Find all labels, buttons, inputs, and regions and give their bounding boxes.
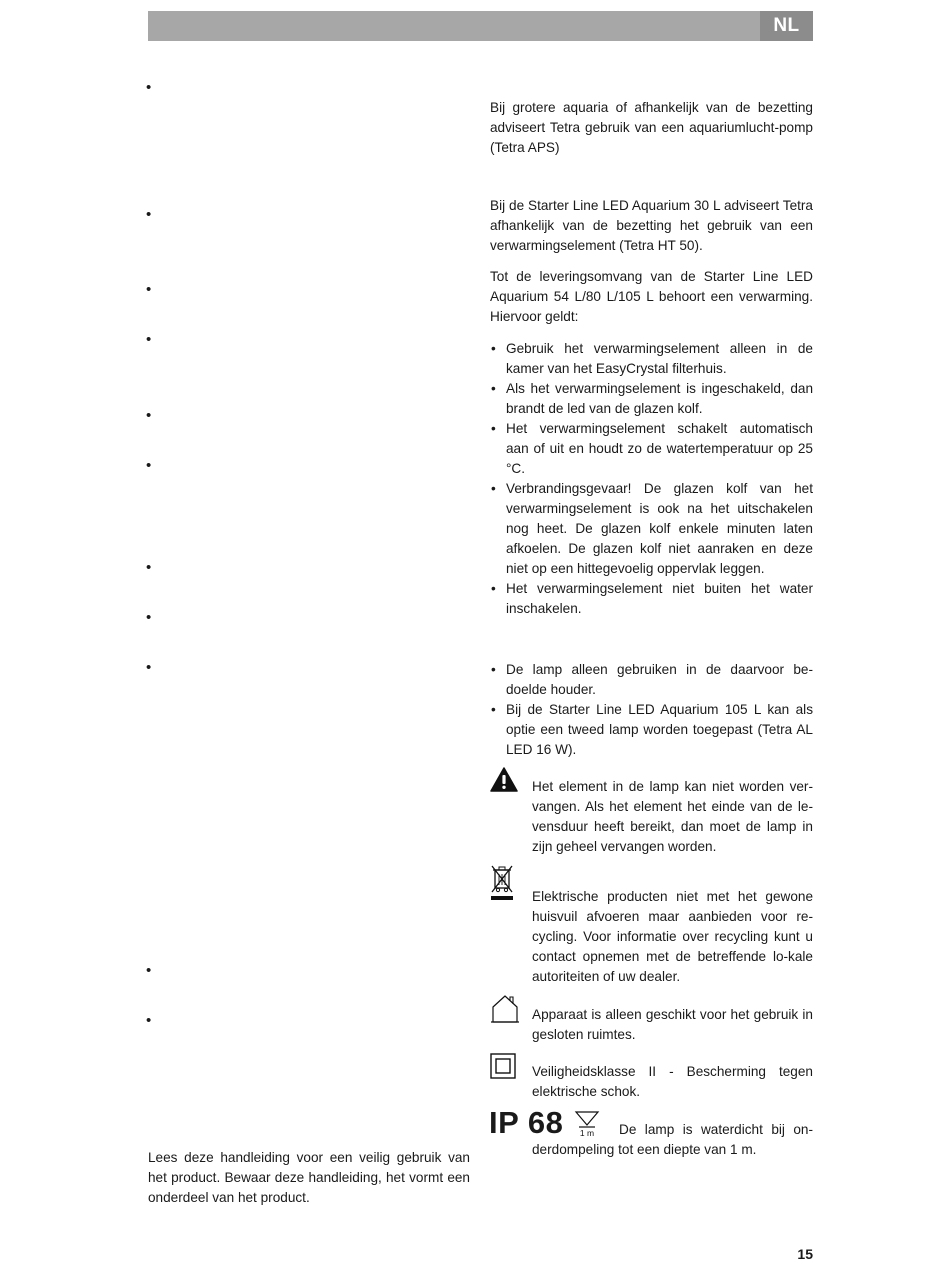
left-bullet: • (146, 407, 152, 424)
list-item: • Als het verwarmingselement is ingeschakeld, dan brandt de led van de glazen kolf. (490, 379, 813, 419)
header-bar (148, 11, 813, 41)
left-bullet: • (146, 1012, 152, 1029)
air-pump-paragraph: Bij grotere aquaria of afhankelijk van de bezetting adviseert Tetra gebruik van een aquariumlucht-pomp (Tetra APS) (490, 100, 813, 155)
ip-text: De lamp is waterdicht bij on-derdompeling tot een diepte van 1 m. (532, 1122, 813, 1157)
left-bullet: • (146, 609, 152, 626)
left-bullet: • (146, 659, 152, 676)
heater-30l-paragraph: Bij de Starter Line LED Aquarium 30 L adviseert Tetra afhankelijk van de bezetting het gebruik van een verwarmingselement (Tetra HT 50). (490, 198, 813, 253)
left-bullet: • (146, 457, 152, 474)
heater-included-paragraph: Tot de leveringsomvang van de Starter Line LED Aquarium 54 L/80 L/105 L behoort een verwarming. Hiervoor geldt: (490, 269, 813, 324)
double-square-icon (490, 1053, 516, 1079)
left-bullet: • (146, 206, 152, 223)
list-item: • Het verwarmingselement niet buiten het water inschakelen. (490, 579, 813, 619)
list-item: • Verbrandingsgevaar! De glazen kolf van het verwarmingselement is ook na het uitschakelen nog heet. De glazen kolf enkele minuten laten afkoelen. De glazen kolf niet aanraken en deze niet op een hittegevoelig oppervlak leggen. (490, 479, 813, 579)
left-bullet: • (146, 331, 152, 348)
list-item: • Gebruik het verwarmingselement alleen in de kamer van het EasyCrystal filterhuis. (490, 339, 813, 379)
ip-rating: IP 68 (489, 1105, 564, 1140)
heater-rules-list (490, 339, 813, 619)
warning-triangle-icon (490, 767, 518, 792)
left-bullet: • (146, 79, 152, 96)
submersion-depth-label: 1 m (579, 1128, 595, 1138)
list-item: • Bij de Starter Line LED Aquarium 105 L kan als optie een tweed lamp worden toegepast (Tetra AL LED 16 W). (490, 700, 813, 760)
page-number: 15 (797, 1246, 813, 1262)
language-tag: NL (760, 11, 813, 41)
left-bullet: • (146, 559, 152, 576)
house-icon (490, 994, 520, 1024)
closing-paragraph: Lees deze handleiding voor een veilig gebruik van het product. Bewaar deze handleiding, het vormt een onderdeel van het product. (148, 1150, 470, 1205)
left-bullet: • (146, 281, 152, 298)
list-item: • Het verwarmingselement schakelt automatisch aan of uit en houdt zo de watertemperatuur op 25 °C. (490, 419, 813, 479)
left-bullet: • (146, 962, 152, 979)
lamp-rules-list (490, 660, 813, 760)
list-item: • De lamp alleen gebruiken in de daarvoor be-doelde houder. (490, 660, 813, 700)
weee-text: Elektrische producten niet met het gewone huisvuil afvoeren maar aanbieden voor re-cycling. Voor informatie over recycling kunt u contact opnemen met de betreffende lo-kale autoriteiten of uw dealer. (532, 889, 813, 984)
indoor-text: Apparaat is alleen geschikt voor het gebruik in gesloten ruimtes. (532, 1007, 813, 1042)
crossed-bin-icon (490, 864, 514, 902)
class2-text: Veiligheidsklasse II - Bescherming tegen elektrische schok. (532, 1064, 813, 1099)
warning-text: Het element in de lamp kan niet worden ver-vangen. Als het element het einde van de le-vensduur heeft bereikt, dan moet de lamp in zijn geheel vervangen worden. (532, 779, 813, 854)
